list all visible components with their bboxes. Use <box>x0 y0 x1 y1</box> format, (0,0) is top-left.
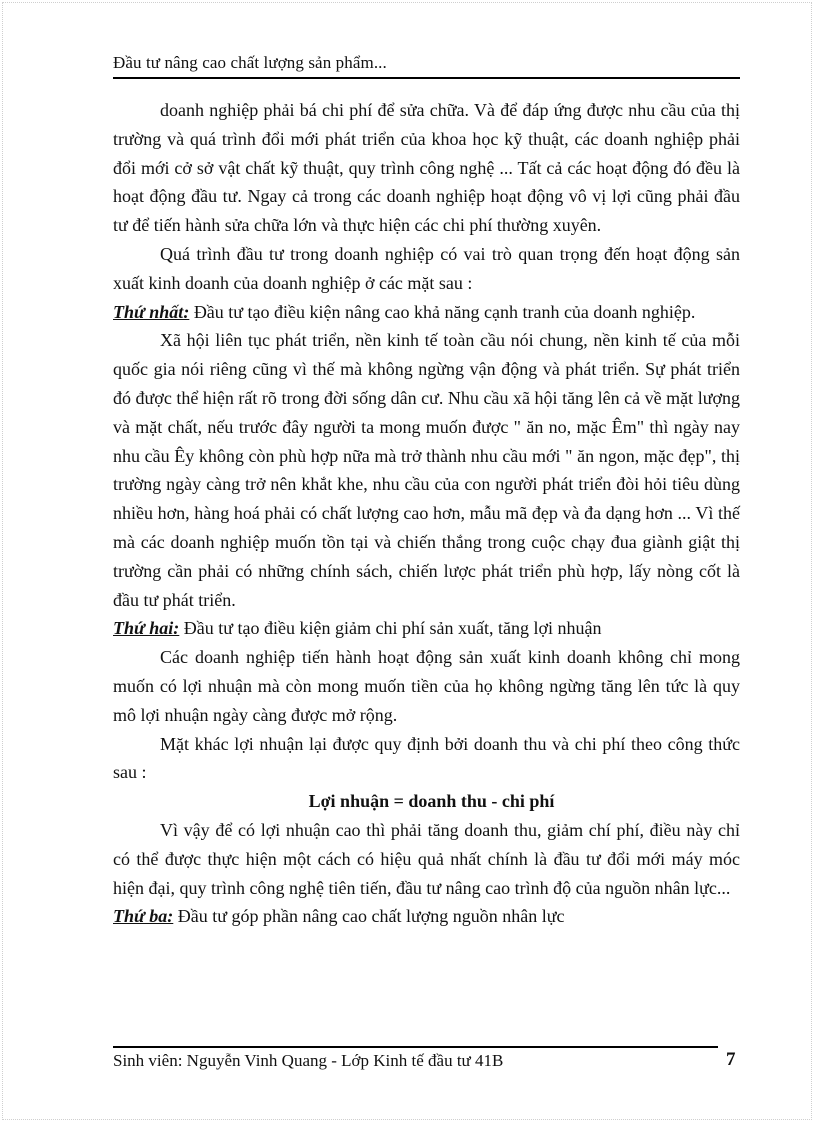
point-first-lead: Thứ nhất: <box>113 301 190 322</box>
body-text <box>113 96 740 931</box>
footer-text: Sinh viên: Nguyễn Vinh Quang - Lớp Kinh tế đầu tư 41B <box>113 1051 504 1070</box>
paragraph-5: Mặt khác lợi nhuận lại được quy định bởi doanh thu và chi phí theo công thức sau : <box>113 733 740 783</box>
point-first-text: Đầu tư tạo điều kiện nâng cao khả năng cạnh tranh của doanh nghiệp. <box>189 301 696 322</box>
paragraph-4: Các doanh nghiệp tiến hành hoạt động sản xuất kinh doanh không chỉ mong muốn có lợi nhuận mà còn mong muốn tiền của họ không ngừng tăng lên tức là quy mô lợi nhuận ngày càng được mở rộng. <box>113 647 740 725</box>
point-third-lead: Thứ ba: <box>113 906 174 927</box>
point-second-lead: Thứ hai: <box>113 618 180 639</box>
point-first <box>113 298 740 327</box>
paragraph-3: Xã hội liên tục phát triển, nền kinh tế toàn cầu nói chung, nền kinh tế của mỗi quốc gia nói riêng cũng vì thế mà không ngừng vận động và phát triển. Sự phát triển đó được thể hiện rất rõ trong đời sống dân cư. Nhu cầu xã hội tăng lên cả về mặt lượng và mặt chất, nếu trước đây người ta mong muốn được " ăn no, mặc Êm" thì ngày nay nhu cầu Êy không còn phù hợp nữa mà trở thành nhu cầu mới " ăn ngon, mặc đẹp", thị trường ngày càng trở nên khắt khe, nhu cầu của con người phát triển đòi hỏi tiêu dùng nhiều hơn, hàng hoá phải có chất lượng cao hơn, mẫu mã đẹp và đa dạng hơn ... Vì thế mà các doanh nghiệp muốn tồn tại và chiến thắng trong cuộc chạy đua giành giật thị trường cần phải có những chính sách, chiến lược phát triển phù hợp, lấy nòng cốt là đầu tư phát triển. <box>113 330 740 610</box>
running-header <box>113 51 740 79</box>
header-title: Đầu tư nâng cao chất lượng sản phẩm... <box>113 53 387 72</box>
point-third-text: Đầu tư góp phần nâng cao chất lượng nguồn nhân lực <box>173 906 565 927</box>
footer-rule <box>113 1046 718 1048</box>
point-third <box>113 902 740 931</box>
paragraph-6: Vì vậy để có lợi nhuận cao thì phải tăng doanh thu, giảm chí phí, điều này chỉ có thể được thực hiện một cách có hiệu quả nhất chính là đầu tư đổi mới máy móc hiện đại, quy trình công nghệ tiên tiến, đầu tư nâng cao trình độ của nguồn nhân lực... <box>113 819 740 898</box>
page-number: 7 <box>726 1049 736 1070</box>
profit-formula: Lợi nhuận = doanh thu - chi phí <box>308 791 555 812</box>
point-second <box>113 614 740 643</box>
paragraph-2: Quá trình đầu tư trong doanh nghiệp có vai trò quan trọng đến hoạt động sản xuất kinh doanh của doanh nghiệp ở các mặt sau : <box>113 243 740 293</box>
paragraph-1: doanh nghiệp phải bá chi phí để sửa chữa. Và để đáp ứng được nhu cầu của thị trường và quá trình đổi mới phát triển của khoa học kỹ thuật, các doanh nghiệp phải đổi mới cở sở vật chất kỹ thuật, quy trình công nghệ ... Tất cả các hoạt động đó đều là hoạt động đầu tư. Ngay cả trong các doanh nghiệp hoạt động vô vị lợi cũng phải đầu tư để tiến hành sửa chữa lớn và thực hiện các chi phí thường xuyên. <box>113 100 740 236</box>
point-second-text: Đầu tư tạo điều kiện giảm chi phí sản xuất, tăng lợi nhuận <box>179 618 602 639</box>
